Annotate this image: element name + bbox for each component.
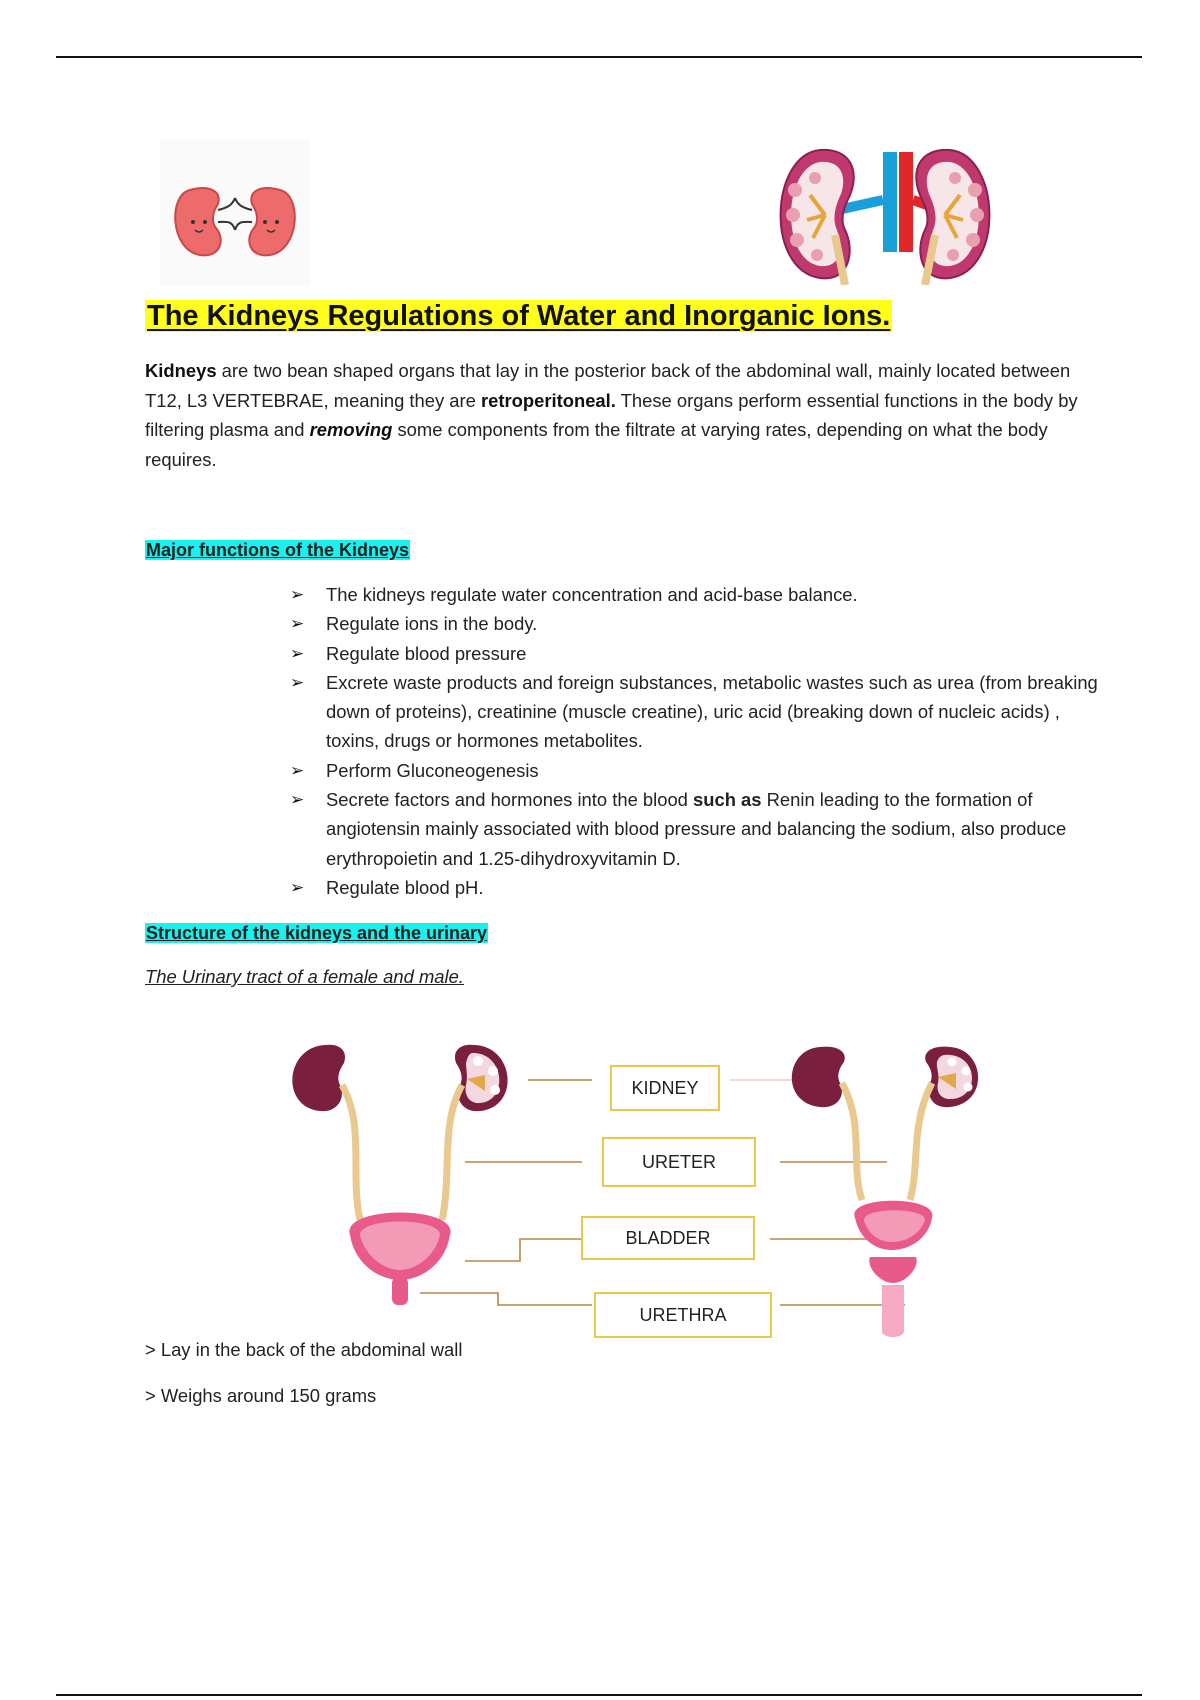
arrow-bullet-icon: ➢ — [290, 760, 305, 780]
kidney-label: KIDNEY — [610, 1065, 720, 1111]
arrow-bullet-icon: ➢ — [290, 614, 305, 634]
list-item: ➢ The kidneys regulate water concentration and acid-base balance. — [290, 580, 1100, 609]
bottom-rule — [56, 1694, 1142, 1696]
list-item: ➢ Regulate ions in the body. — [290, 609, 1100, 638]
page-title: The Kidneys Regulations of Water and Inorganic Ions. — [147, 300, 891, 332]
arrow-bullet-icon: ➢ — [290, 643, 305, 663]
intro-paragraph: Kidneys are two bean shaped organs that lay in the posterior back of the abdominal wall, mainly located between T12, L3 VERTEBRAE, meaning they are retroperitoneal. These organs perform essential functions in the body by filtering plasma and removing some components from the filtrate at varying rates, depending on what the body requires. — [145, 360, 1078, 470]
structure-heading: Structure of the kidneys and the urinary — [146, 923, 488, 943]
functions-heading: Major functions of the Kidneys — [146, 540, 410, 560]
top-rule — [56, 56, 1142, 58]
male-urinary-tract-icon — [792, 1047, 978, 1337]
cute-kidneys-icon — [160, 140, 310, 285]
list-item: ➢ Regulate blood pH. — [290, 873, 1100, 902]
list-item: ➢ Regulate blood pressure — [290, 639, 1100, 668]
list-item: ➢ Secrete factors and hormones into the blood such as Renin leading to the formation of angiotensin mainly associated with blood pressure and balancing the sodium, also produce erythropoietin and 1.25-dihydroxyvitamin D. — [290, 785, 1100, 873]
list-item: ➢ Perform Gluconeogenesis — [290, 756, 1100, 785]
arrow-bullet-icon: ➢ — [290, 585, 305, 604]
bladder-label: BLADDER — [581, 1216, 755, 1260]
note-text: > Lay in the back of the abdominal wall — [145, 1339, 463, 1360]
arrow-bullet-icon: ➢ — [290, 877, 305, 897]
functions-list — [290, 580, 1100, 902]
arrow-bullet-icon: ➢ — [290, 790, 305, 810]
ureter-label: URETER — [602, 1137, 756, 1187]
diagram-caption: The Urinary tract of a female and male. — [145, 966, 464, 987]
list-item: ➢ Excrete waste products and foreign substances, metabolic wastes such as urea (from breaking down of proteins), creatinine (muscle creatine), uric acid (breaking down of nucleic acids) , toxins, drugs or hormones metabolites. — [290, 668, 1100, 756]
note-text: > Weighs around 150 grams — [145, 1385, 377, 1406]
arrow-bullet-icon: ➢ — [290, 672, 305, 692]
urethra-label: URETHRA — [594, 1292, 772, 1338]
female-urinary-tract-icon — [292, 1045, 507, 1305]
anatomical-kidneys-icon — [765, 140, 1005, 285]
